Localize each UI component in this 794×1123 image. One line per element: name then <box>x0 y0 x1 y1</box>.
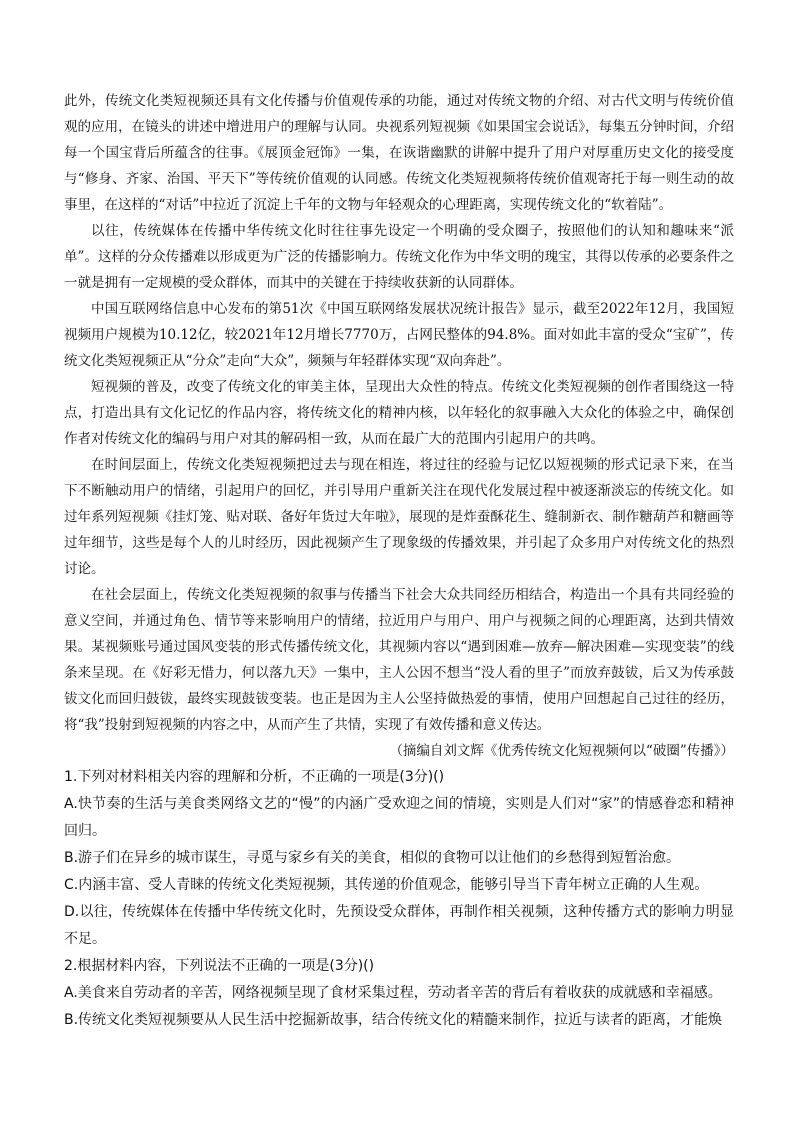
article-paragraph-2: 以往，传统媒体在传播中华传统文化时往往事先设定一个明确的受众圈子，按照他们的认知和趣味来“派单”。这样的分众传播难以形成更为广泛的传播影响力。传统文化作为中华文明的瑰宝，其得以传承的必要条件之一就是拥有一定规模的受众群体，而其中的关键在于持续收获新的认同群体。 <box>64 223 734 291</box>
document-page <box>64 88 734 1034</box>
question-1-option-c: C.内涵丰富、受人青睐的传统文化类短视频，其传递的价值观念，能够引导当下青年树立正确的人生观。 <box>64 877 709 893</box>
article-paragraph-5: 在时间层面上，传统文化类短视频把过去与现在相连，将过往的经验与记忆以短视频的形式记录下来，在当下不断触动用户的情绪，引起用户的回忆，并引导用户重新关注在现代化发展过程中被逐渐淡忘的传统文化。如过年系列短视频《挂灯笼、贴对联、备好年货过大年啦》，展现的是炸蚕酥花生、缝制新衣、制作糖葫芦和糖画等过年细节，这些是每个人的儿时经历，因此视频产生了现象级的传播效果，并引起了众多用户对传统文化的热烈讨论。 <box>64 457 734 577</box>
article-paragraph-3: 中国互联网络信息中心发布的第51次《中国互联网络发展状况统计报告》显示，截至2022年12月，我国短视频用户规模为10.12亿，较2021年12月增长7770万，占网民整体的94.8%。面对如此丰富的受众“宝矿”，传统文化类短视频正从“分众”走向“大众”，频频与年轻群体实现“双向奔赴”。 <box>64 301 734 369</box>
article-paragraph-6: 在社会层面上，传统文化类短视频的叙事与传播当下社会大众共同经历相结合，构造出一个具有共同经验的意义空间，并通过角色、情节等来影响用户的情绪，拉近用户与用户、用户与视频之间的心理距离，达到共情效果。某视频账号通过国风变装的形式传播传统文化，其视频内容以“遇到困难—放弃—解决困难—实现变装”的线条来呈现。在《好彩无惜力，何以落九天》一集中，主人公因不想当“没人看的里子”而放弃鼓钹，后又为传承鼓钹文化而回归鼓钹，最终实现鼓钹变装。也正是因为主人公坚持做热爱的事情，使用户回想起自己过往的经历，将“我”投射到短视频的内容之中，从而产生了共情，实现了有效传播和意义传达。 <box>64 587 734 733</box>
question-1-option-a: A.快节奏的生活与美食类网络文艺的“慢”的内涵广受欢迎之间的情境，实则是人们对“家”的情感眷恋和精神回归。 <box>64 796 734 839</box>
question-1-stem: 1.下列对材料相关内容的理解和分析，不正确的一项是(3分)() <box>64 769 445 785</box>
question-1-option-d: D.以往，传统媒体在传播中华传统文化时，先预设受众群体，再制作相关视频，这种传播方式的影响力明显不足。 <box>64 904 734 947</box>
article-source: （摘编自刘文辉《优秀传统文化短视频何以“破圈”传播》） <box>389 743 734 759</box>
question-2-option-a: A.美食来自劳动者的辛苦，网络视频呈现了食材采集过程，劳动者辛苦的背后有着收获的成就感和幸福感。 <box>64 985 722 1001</box>
article-paragraph-1: 此外，传统文化类短视频还具有文化传播与价值观传承的功能，通过对传统文物的介绍、对古代文明与传统价值观的应用，在镜头的讲述中增进用户的理解与认同。央视系列短视频《如果国宝会说话》，每集五分钟时间，介绍每一个国宝背后所蕴含的往事。《展顶金冠饰》一集，在诙谐幽默的讲解中提升了用户对厚重历史文化的接受度与“修身、齐家、治国、平天下”等传统价值观的认同感。传统文化类短视频将传统价值观寄托于每一则生动的故事里，在这样的“对话”中拉近了沉淀上千年的文物与年轻观众的心理距离，实现传统文化的“软着陆”。 <box>64 93 734 213</box>
question-2-option-b: B.传统文化类短视频要从人民生活中挖掘新故事，结合传统文化的精髓来制作，拉近与读者的距离，才能焕 <box>64 1012 723 1028</box>
article-paragraph-4: 短视频的普及，改变了传统文化的审美主体，呈现出大众性的特点。传统文化类短视频的创作者围绕这一特点，打造出具有文化记忆的作品内容，将传统文化的精神内核，以年轻化的叙事融入大众化的体验之中，确保创作者对传统文化的编码与用户对其的解码相一致，从而在最广大的范围内引起用户的共鸣。 <box>64 379 734 447</box>
question-2-stem: 2.根据材料内容，下列说法不正确的一项是(3分)() <box>64 958 375 974</box>
question-1-option-b: B.游子们在异乡的城市谋生，寻觅与家乡有关的美食，相似的食物可以让他们的乡愁得到短暂治愈。 <box>64 850 681 866</box>
